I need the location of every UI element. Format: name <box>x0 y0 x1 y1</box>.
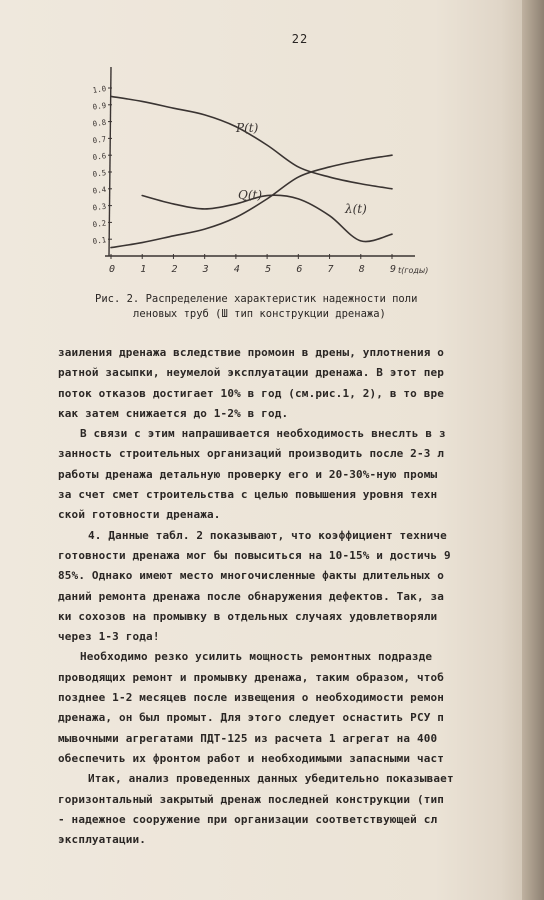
text-line: готовности дренажа мог бы повыситься на 10-15% и достичь 9 <box>58 548 451 562</box>
text-line: Итак, анализ проведенных данных убедительно показывает <box>88 772 454 786</box>
text-line: эксплуатации. <box>58 833 147 847</box>
chart-series <box>111 96 392 247</box>
page-number: 22 <box>291 32 309 46</box>
text-line: работы дренажа детальную проверку его и 20-30%-ную промы <box>58 467 438 481</box>
x-tick-label: 7 <box>327 264 334 275</box>
text-line: дренажа, он был промыт. Для этого следует оснастить РСУ п <box>58 711 445 725</box>
y-tick-label: 1.0 <box>92 84 107 95</box>
x-tick-label: 9 <box>390 264 397 275</box>
x-unit-label: t(годы) <box>398 266 429 275</box>
text-line: позднее 1-2 месяцев после извещения о необходимости ремон <box>58 691 445 705</box>
text-line: ской готовности дренажа. <box>58 508 221 522</box>
x-tick-label: 0 <box>109 264 116 275</box>
lambda-curve-label: λ(t) <box>345 202 367 216</box>
x-tick-label: 3 <box>202 264 209 275</box>
text-line: за счет смет строительства с целью повышения уровня техн <box>58 488 438 502</box>
y-tick-label: 0.1 <box>92 235 107 247</box>
figure-caption <box>95 292 525 322</box>
text-line: В связи с этим напрашивается необходимость внеслть в з <box>80 427 446 441</box>
x-tick-label: 4 <box>233 264 240 275</box>
p-curve <box>111 96 392 188</box>
y-tick-label: 0.7 <box>92 134 107 146</box>
x-tick-label: 2 <box>171 264 178 275</box>
text-line: - надежное сооружение при организации соответствующей сл <box>58 812 438 826</box>
text-line: 85%. Однако имеют место многочисленные факты длительных о <box>58 569 445 583</box>
q-curve-label: Q(t) <box>238 188 263 202</box>
p-curve-label: P(t) <box>236 121 259 135</box>
y-tick-label: 0.4 <box>92 184 107 196</box>
y-axis-line <box>109 67 111 256</box>
text-line: Необходимо резко усилить мощность ремонтных подразде <box>80 650 433 664</box>
text-line: заиления дренажа вследствие промоин в дрены, уплотнения о <box>58 346 445 359</box>
text-line: как затем снижается до 1-2% в год. <box>58 406 289 420</box>
text-line: горизонтальный закрытый дренаж последней конструкции (тип <box>58 792 445 806</box>
x-tick-label: 6 <box>296 264 303 275</box>
text-line: через 1-3 года! <box>58 630 160 644</box>
text-line: поток отказов достигает 10% в год (см.рис.1, 2), в то вре <box>58 386 445 400</box>
x-tick-label: 5 <box>265 264 272 275</box>
text-line: занность строительных организаций производить после 2-3 л <box>58 447 445 461</box>
y-tick-label: 0.3 <box>92 201 107 213</box>
reliability-chart <box>0 0 544 300</box>
caption-line-1: Рис. 2. Распределение характеристик надежности поли <box>95 293 418 305</box>
text-line: ратной засыпки, неумелой эксплуатации дренажа. В этот пер <box>58 366 445 380</box>
caption-line-2: леновых труб (Ш тип конструкции дренажа) <box>133 308 386 320</box>
text-line: 4. Данные табл. 2 показывают, что коэффициент техниче <box>88 528 447 542</box>
y-tick-label: 0.8 <box>92 117 107 129</box>
y-tick-label: 0.9 <box>92 100 107 112</box>
chart-axes <box>105 67 415 256</box>
x-tick-label: 1 <box>140 264 147 275</box>
y-tick-label: 0.6 <box>92 151 107 163</box>
chart-ticks <box>92 84 428 275</box>
text-line: обеспечить их фронтом работ и необходимыми запасными част <box>58 751 445 765</box>
text-line: ки сохозов на промывку в отдельных случаях удовлетворяли <box>58 609 438 623</box>
text-line: мывочными агрегатами ПДТ-125 из расчета 1 агрегат на 400 <box>58 731 438 745</box>
body-text <box>58 343 528 850</box>
text-line: проводящих ремонт и промывку дренажа, таким образом, чтоб <box>58 670 445 684</box>
y-tick-label: 0.2 <box>92 218 107 230</box>
text-line: даний ремонта дренажа после обнаружения дефектов. Так, за <box>58 589 445 603</box>
x-tick-label: 8 <box>358 264 365 275</box>
y-tick-label: 0.5 <box>92 168 107 179</box>
